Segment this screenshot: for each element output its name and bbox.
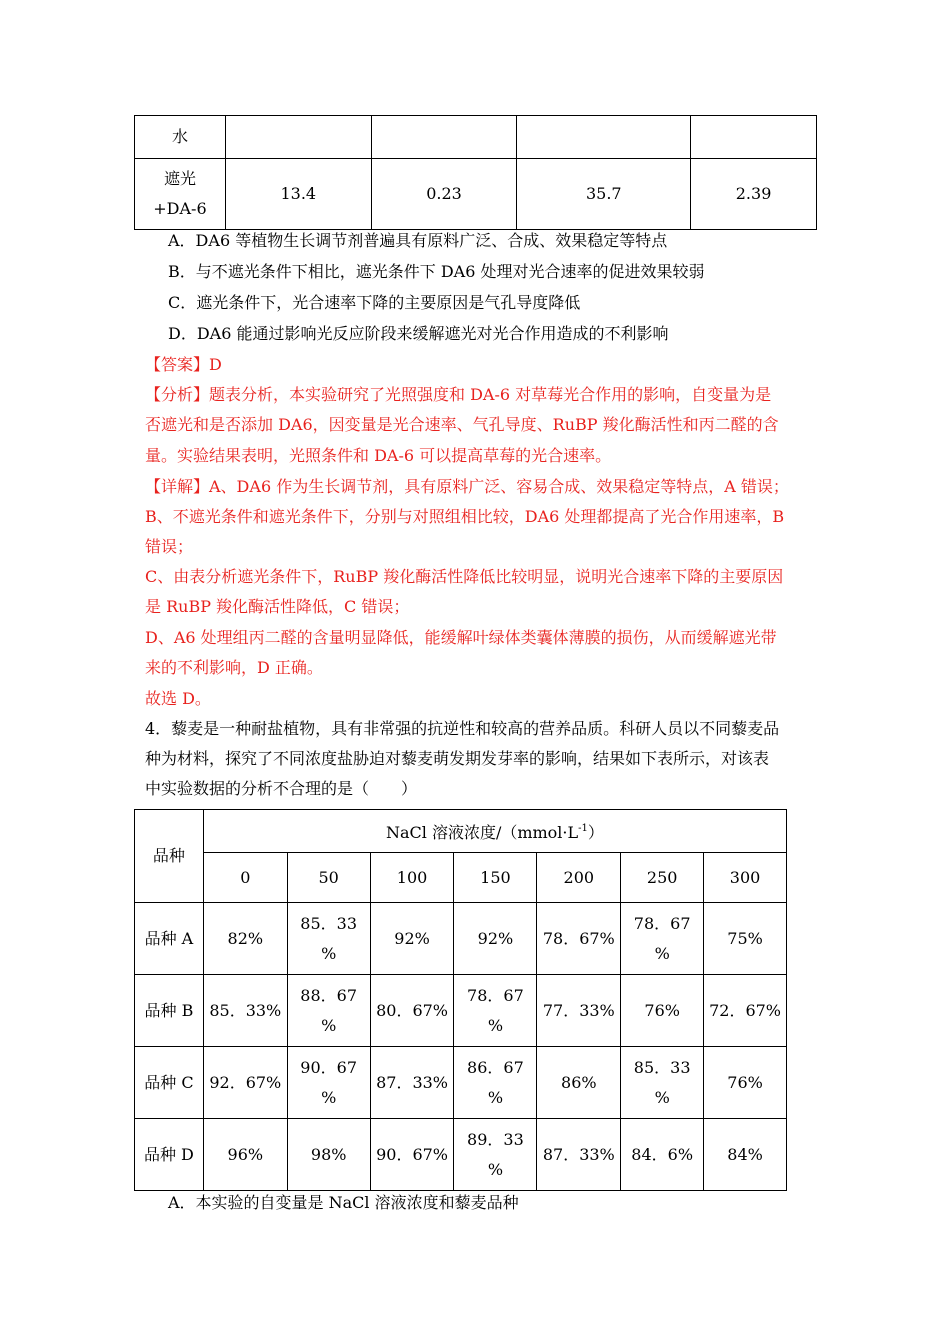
cell-text-line: 86．67 bbox=[467, 1057, 524, 1077]
concentration-cell: 150 bbox=[454, 853, 537, 903]
table-header-row bbox=[135, 810, 787, 853]
cell-text-line: 82% bbox=[227, 928, 264, 948]
germination-rate-cell bbox=[203, 975, 287, 1047]
table-row bbox=[135, 1047, 787, 1119]
table-row bbox=[135, 159, 817, 230]
germination-rate-cell bbox=[370, 1119, 454, 1191]
table-body bbox=[135, 903, 787, 1191]
explanation-line: 是 RuBP 羧化酶活性降低，C 错误； bbox=[145, 597, 410, 616]
option-d: D．DA6 能通过影响光反应阶段来缓解遮光对光合作用造成的不利影响 bbox=[168, 324, 669, 343]
concentration-cell: 250 bbox=[621, 853, 704, 903]
germination-rate-cell bbox=[287, 1047, 370, 1119]
explanation-line: C、由表分析遮光条件下，RuBP 羧化酶活性降低比较明显，说明光合速率下降的主要原因 bbox=[145, 567, 784, 586]
cell-text-line: % bbox=[321, 1015, 337, 1035]
answer-line: 【答案】D bbox=[145, 355, 222, 374]
explanation-line: B、不遮光条件和遮光条件下，分别与对照组相比较，DA6 处理都提高了光合作用速率，B bbox=[145, 507, 785, 526]
question-4-option-a: A．本实验的自变量是 NaCl 溶液浓度和藜麦品种 bbox=[168, 1193, 519, 1212]
germination-rate-cell bbox=[621, 1047, 704, 1119]
question-4-line: 4．藜麦是一种耐盐植物，具有非常强的抗逆性和较高的营养品质。科研人员以不同藜麦品 bbox=[145, 719, 780, 738]
germination-rate-cell bbox=[370, 903, 454, 975]
germination-rate-cell bbox=[370, 1047, 454, 1119]
cell-text-line: 75% bbox=[727, 928, 763, 948]
variety-label: 品种 A bbox=[135, 903, 204, 975]
germination-rate-cell bbox=[704, 1119, 787, 1191]
analysis-line: 否遮光和是否添加 DA6，因变量是光合速率、气孔导度、RuBP 羧化酶活性和丙二醛的含 bbox=[145, 415, 779, 434]
cell-text-line: 80．67% bbox=[376, 1000, 449, 1020]
variety-label: 品种 C bbox=[135, 1047, 204, 1119]
variety-label: 品种 B bbox=[135, 975, 204, 1047]
explanation-line: 来的不利影响，D 正确。 bbox=[145, 658, 323, 677]
conclusion-line: 故选 D。 bbox=[145, 689, 211, 708]
table-cell: 13.4 bbox=[225, 159, 371, 230]
table-cell bbox=[371, 116, 517, 159]
cell-text-line: 76% bbox=[727, 1072, 763, 1092]
header-text: NaCl 溶液浓度/（mmol·L bbox=[385, 823, 579, 842]
cell-text-line: % bbox=[487, 1087, 504, 1107]
table-cell: 35.7 bbox=[517, 159, 691, 230]
row-label: 水 bbox=[135, 116, 226, 159]
germination-rate-cell bbox=[287, 903, 370, 975]
germination-rate-cell bbox=[537, 1119, 621, 1191]
germination-rate-cell bbox=[621, 975, 704, 1047]
germination-rate-cell bbox=[621, 903, 704, 975]
analysis-line: 量。实验结果表明，光照条件和 DA-6 可以提高草莓的光合速率。 bbox=[145, 446, 612, 465]
germination-rate-cell bbox=[537, 975, 621, 1047]
row-label bbox=[135, 159, 226, 230]
germination-rate-cell bbox=[704, 975, 787, 1047]
table-row bbox=[135, 975, 787, 1047]
germination-rate-cell bbox=[454, 1119, 537, 1191]
cell-text-line: 92% bbox=[394, 928, 430, 948]
cell-text-line: 90．67 bbox=[300, 1057, 358, 1077]
cell-text-line: 87．33% bbox=[376, 1072, 449, 1092]
cell-text-line: % bbox=[487, 1015, 504, 1035]
cell-text-line: 72．67% bbox=[709, 1000, 782, 1020]
cell-text-line: % bbox=[654, 1087, 670, 1107]
nacl-concentration-header bbox=[203, 810, 786, 853]
germination-rate-cell bbox=[203, 1119, 287, 1191]
cell-text-line: 98% bbox=[310, 1144, 347, 1164]
option-a: A．DA6 等植物生长调节剂普遍具有原料广泛、合成、效果稳定等特点 bbox=[168, 231, 668, 250]
cell-text-line: 86% bbox=[561, 1072, 597, 1092]
table-cell bbox=[225, 116, 371, 159]
cell-text-line: 96% bbox=[227, 1144, 264, 1164]
cell-text-line: 84．6% bbox=[631, 1144, 694, 1164]
germination-rate-cell bbox=[704, 1047, 787, 1119]
table-row bbox=[135, 903, 787, 975]
cell-text-line: 77．33% bbox=[542, 1000, 615, 1020]
cell-text-line: 76% bbox=[644, 1000, 680, 1020]
table-cell: 0.23 bbox=[371, 159, 517, 230]
cell-text-line: 90．67% bbox=[376, 1144, 449, 1164]
option-c: C．遮光条件下，光合速率下降的主要原因是气孔导度降低 bbox=[168, 293, 581, 312]
concentration-cell: 300 bbox=[704, 853, 787, 903]
shading-da6-table bbox=[134, 115, 817, 230]
row-label-line: +DA-6 bbox=[153, 199, 207, 218]
question-4-line: 种为材料，探究了不同浓度盐胁迫对藜麦萌发期发芽率的影响，结果如下表所示，对该表 bbox=[145, 749, 770, 768]
concentration-cell: 100 bbox=[370, 853, 454, 903]
germination-rate-cell bbox=[537, 903, 621, 975]
cell-text-line: 87．33% bbox=[542, 1144, 615, 1164]
cell-text-line: 78．67 bbox=[467, 985, 524, 1005]
table-row bbox=[135, 1119, 787, 1191]
option-b: B．与不遮光条件下相比，遮光条件下 DA6 处理对光合速率的促进效果较弱 bbox=[168, 262, 705, 281]
cell-text-line: % bbox=[321, 943, 337, 963]
concentration-cell: 0 bbox=[203, 853, 287, 903]
germination-rate-cell bbox=[454, 903, 537, 975]
germination-rate-cell bbox=[621, 1119, 704, 1191]
concentration-row bbox=[135, 853, 787, 903]
table-cell bbox=[517, 116, 691, 159]
cell-text-line: % bbox=[487, 1159, 504, 1179]
concentration-cell: 200 bbox=[537, 853, 621, 903]
table-cell bbox=[691, 116, 817, 159]
table-cell: 2.39 bbox=[691, 159, 817, 230]
cell-text-line: 78．67% bbox=[542, 928, 615, 948]
germination-rate-cell bbox=[537, 1047, 621, 1119]
table-row bbox=[135, 116, 817, 159]
header-superscript: -1 bbox=[578, 823, 588, 834]
germination-rate-cell bbox=[454, 975, 537, 1047]
explanation-line: D、A6 处理组丙二醛的含量明显降低，能缓解叶绿体类囊体薄膜的损伤，从而缓解遮光带 bbox=[145, 628, 777, 647]
germination-rate-cell bbox=[370, 975, 454, 1047]
germination-rate-table bbox=[134, 809, 787, 1191]
cell-text-line: 85．33 bbox=[300, 913, 358, 933]
variety-label: 品种 D bbox=[135, 1119, 204, 1191]
cell-text-line: 89．33 bbox=[467, 1129, 524, 1149]
cell-text-line: 88．67 bbox=[300, 985, 358, 1005]
cell-text-line: % bbox=[321, 1087, 337, 1107]
cell-text-line: 78．67 bbox=[633, 913, 691, 933]
header-text-end: ） bbox=[587, 823, 604, 842]
cell-text-line: 85．33% bbox=[209, 1000, 282, 1020]
analysis-line: 【分析】题表分析，本实验研究了光照强度和 DA-6 对草莓光合作用的影响，自变量为是 bbox=[145, 385, 772, 404]
variety-header: 品种 bbox=[135, 810, 204, 903]
germination-rate-cell bbox=[203, 1047, 287, 1119]
explanation-line: 【详解】A、DA6 作为生长调节剂，具有原料广泛、容易合成、效果稳定等特点，A 错误； bbox=[145, 477, 789, 496]
question-4-line: 中实验数据的分析不合理的是（ ） bbox=[145, 779, 418, 798]
germination-rate-cell bbox=[287, 975, 370, 1047]
germination-rate-cell bbox=[454, 1047, 537, 1119]
cell-text-line: 92．67% bbox=[209, 1072, 282, 1092]
cell-text-line: 84% bbox=[727, 1144, 763, 1164]
cell-text-line: 92% bbox=[477, 928, 514, 948]
cell-text-line: % bbox=[654, 943, 670, 963]
row-label-line: 遮光 bbox=[163, 169, 196, 188]
germination-rate-cell bbox=[704, 903, 787, 975]
germination-rate-cell bbox=[203, 903, 287, 975]
concentration-cell: 50 bbox=[287, 853, 370, 903]
germination-rate-cell bbox=[287, 1119, 370, 1191]
cell-text-line: 85．33 bbox=[633, 1057, 691, 1077]
explanation-line: 错误； bbox=[145, 537, 194, 556]
